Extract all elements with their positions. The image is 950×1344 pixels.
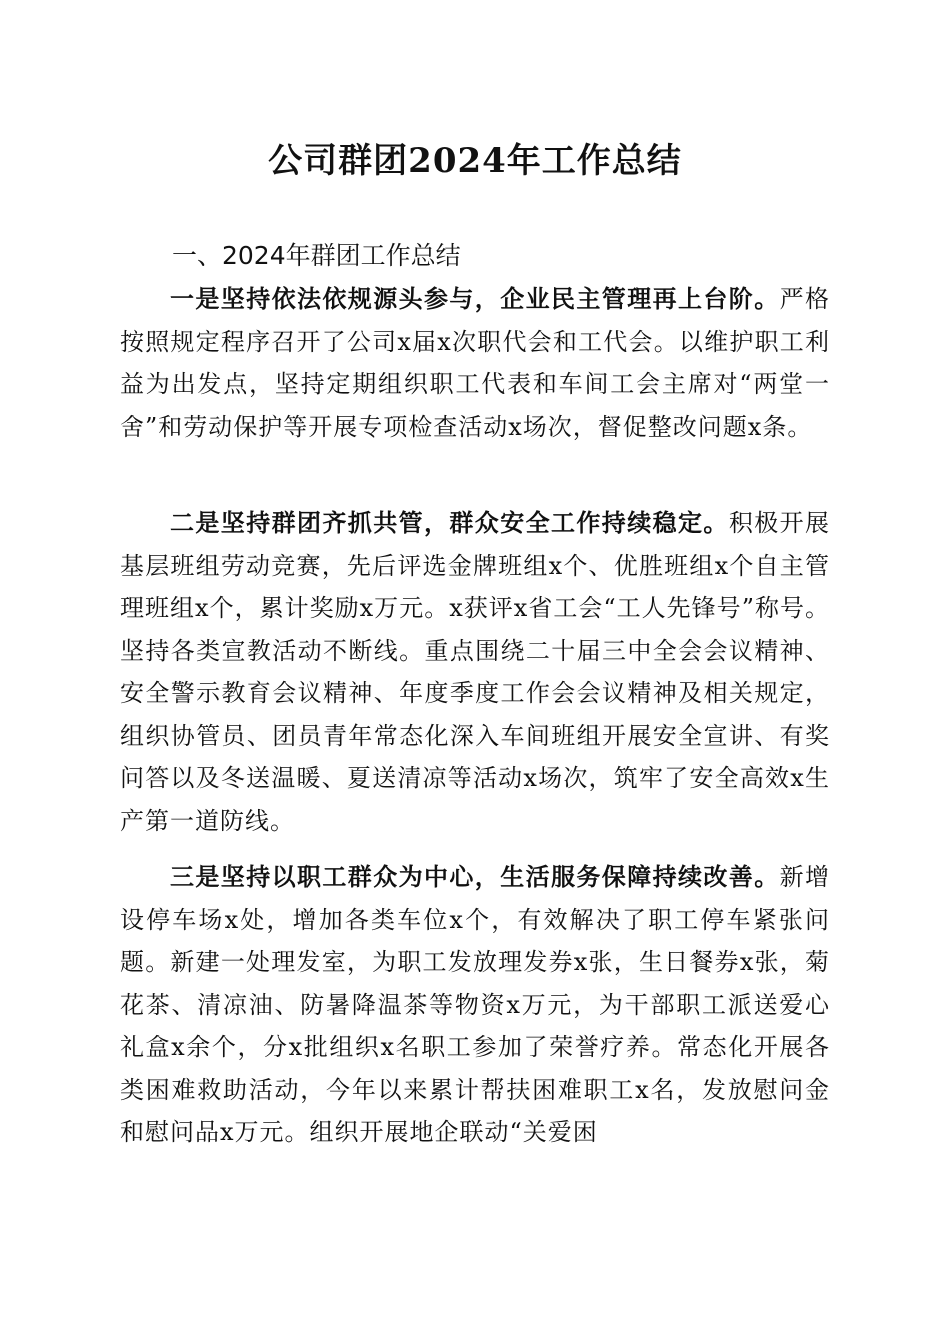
paragraph-2: [120, 502, 830, 842]
paragraph-3: [120, 856, 830, 1154]
paragraph-1-lead: 一是坚持依法依规源头参与，企业民主管理再上台阶。: [170, 284, 780, 313]
paragraph-2-lead: 二是坚持群团齐抓共管，群众安全工作持续稳定。: [170, 508, 729, 537]
section-heading: 一、2024年群团工作总结: [172, 241, 461, 270]
paragraph-1: [120, 278, 830, 448]
paragraph-1-body: 严格按照规定程序召开了公司x届x次职代会和工代会。以维护职工利益为出发点，坚持定期组织职工代表和车间工会主席对“两堂一舍”和劳动保护等开展专项检查活动x场次，督促整改问题x条。: [120, 285, 831, 441]
paragraph-3-body: 新增设停车场x处，增加各类车位x个，有效解决了职工停车紧张问题。新建一处理发室，为职工发放理发券x张，生日餐券x张，菊花茶、清凉油、防暑降温茶等物资x万元，为干部职工派送爱心礼盒x余个，分x批组织x名职工参加了荣誉疗养。常态化开展各类困难救助活动，今年以来累计帮扶困难职工x名，发放慰问金和慰问品x万元。组织开展地企联动“关爱困: [120, 863, 831, 1146]
document-title: 公司群团2024年工作总结: [268, 141, 682, 181]
paragraph-2-body: 积极开展基层班组劳动竞赛，先后评选金牌班组x个、优胜班组x个自主管理班组x个，累计奖励x万元。x获评x省工会“工人先锋号”称号。坚持各类宣教活动不断线。重点围绕二十届三中全会会议精神、安全警示教育会议精神、年度季度工作会会议精神及相关规定，组织协管员、团员青年常态化深入车间班组开展安全宣讲、有奖问答以及冬送温暖、夏送清凉等活动x场次，筑牢了安全高效x生产第一道防线。: [120, 509, 831, 835]
paragraph-3-lead: 三是坚持以职工群众为中心，生活服务保障持续改善。: [170, 862, 780, 891]
